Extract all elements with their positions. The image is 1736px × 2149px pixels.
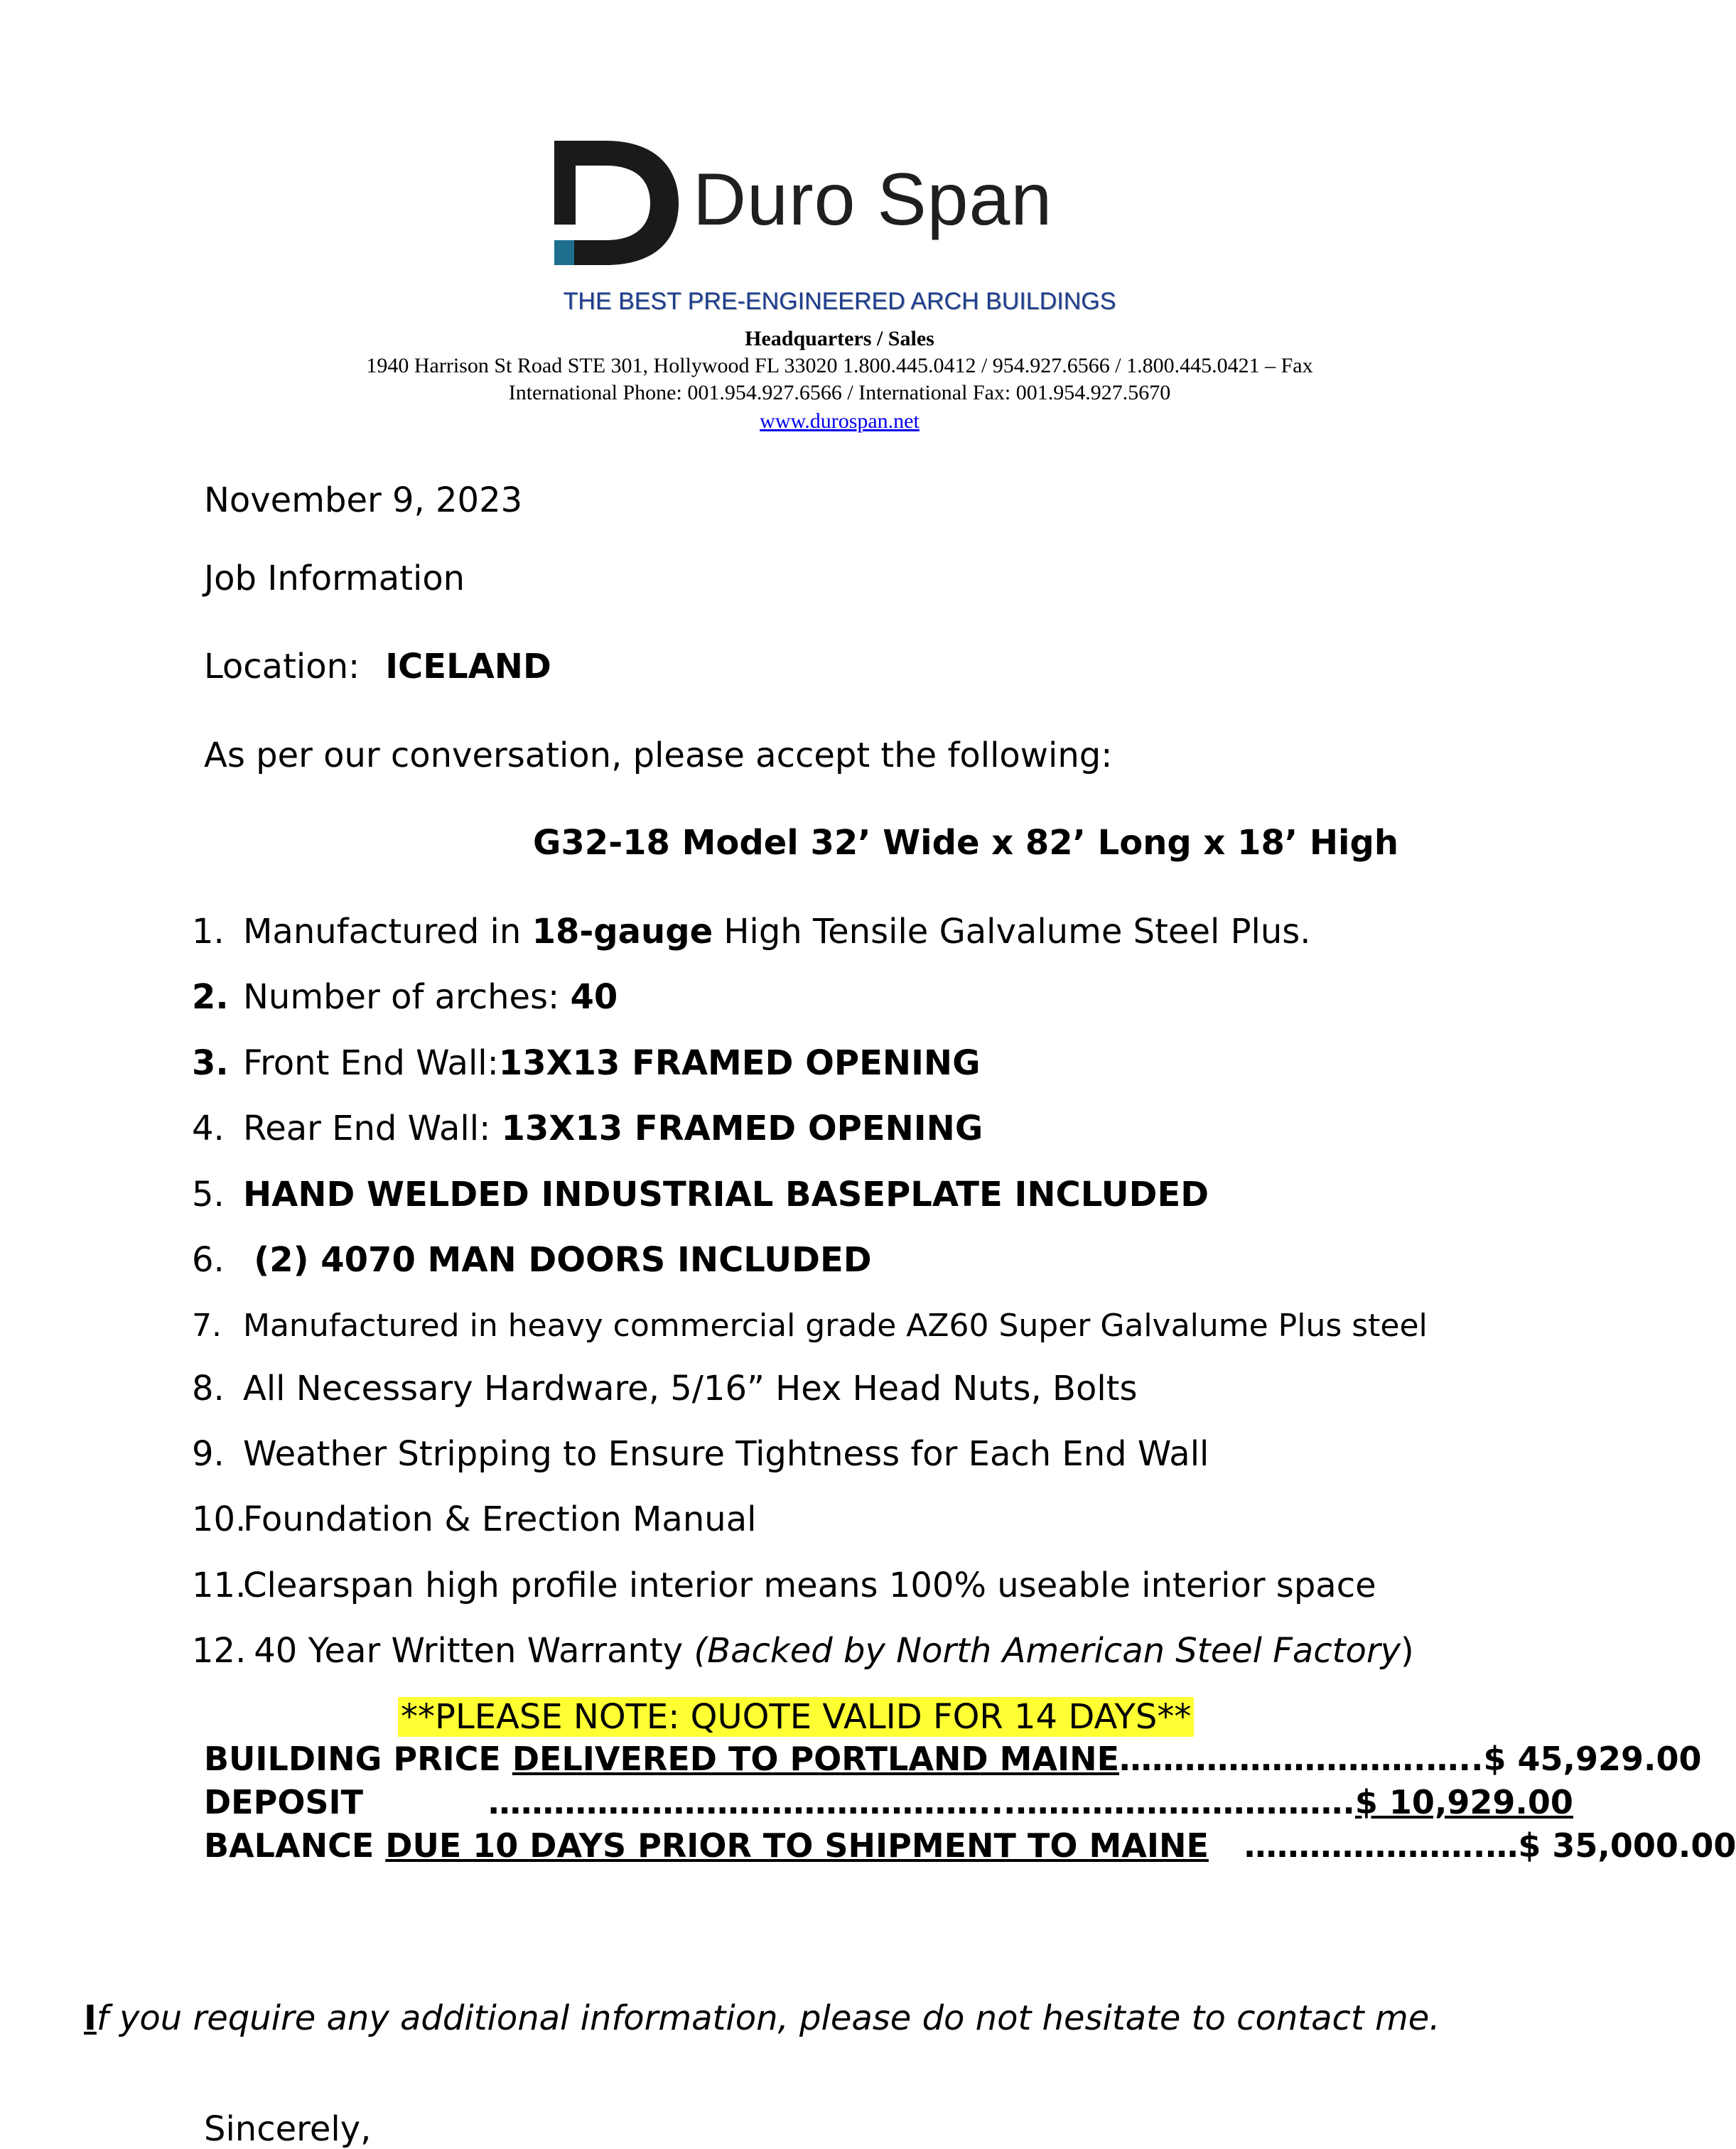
balance-line: BALANCE DUE 10 DAYS PRIOR TO SHIPMENT TO MAINE ………………….…$ 35,000.00 <box>204 1826 1736 1865</box>
building-price-value: $ 45,929.00 <box>1483 1740 1702 1778</box>
logo-d-mark-icon <box>554 141 689 265</box>
list-item: 3. Front End Wall:13X13 FRAMED OPENING <box>192 1043 981 1083</box>
website-link[interactable]: www.durospan.net <box>760 409 920 433</box>
list-item: 4. Rear End Wall: 13X13 FRAMED OPENING <box>192 1109 983 1148</box>
deposit-line: DEPOSIT ………………………………………...………………………….$ 10,929.00 <box>204 1783 1573 1821</box>
deposit-value: $ 10,929.00 <box>1354 1783 1573 1821</box>
model-heading: G32-18 Model 32’ Wide x 82’ Long x 18’ High <box>533 823 1398 863</box>
duro-span-logo <box>554 141 1123 265</box>
headquarters-label: Headquarters / Sales <box>745 327 934 350</box>
list-item: 9. Weather Stripping to Ensure Tightness for Each End Wall <box>192 1434 1209 1474</box>
quote-validity-note: **PLEASE NOTE: QUOTE VALID FOR 14 DAYS** <box>398 1697 1194 1737</box>
brand-name: Duro Span <box>693 158 1053 241</box>
tagline: THE BEST PRE-ENGINEERED ARCH BUILDINGS <box>563 288 1116 315</box>
list-item: 7. Manufactured in heavy commercial grade AZ60 Super Galvalume Plus steel <box>192 1308 1428 1344</box>
list-item: 12. 40 Year Written Warranty (Backed by North American Steel Factory) <box>192 1631 1414 1671</box>
list-item: 8. All Necessary Hardware, 5/16” Hex Head Nuts, Bolts <box>192 1369 1138 1409</box>
building-price-line: BUILDING PRICE DELIVERED TO PORTLAND MAINE……………………….…..$ 45,929.00 <box>204 1740 1702 1778</box>
address-line-2: International Phone: 001.954.927.6566 / International Fax: 001.954.927.5670 <box>508 381 1171 404</box>
list-item: 10.Foundation & Erection Manual <box>192 1499 757 1539</box>
location-line <box>204 647 551 686</box>
balance-value: $ 35,000.00 <box>1518 1826 1736 1865</box>
job-information-heading: Job Information <box>204 559 465 598</box>
closing-line: If you require any additional information, please do not hesitate to contact me. <box>84 1998 1440 2038</box>
list-item: 6. (2) 4070 MAN DOORS INCLUDED <box>192 1240 872 1280</box>
list-item: 1. Manufactured in 18-gauge High Tensile Galvalume Steel Plus. <box>192 912 1311 952</box>
list-item: 11.Clearspan high profile interior means 100% useable interior space <box>192 1566 1376 1605</box>
address-line-1: 1940 Harrison St Road STE 301, Hollywood FL 33020 1.800.445.0412 / 954.927.6566 / 1.800.445.0421 – Fax <box>366 354 1313 377</box>
list-item: 2. Number of arches: 40 <box>192 977 618 1017</box>
intro-text: As per our conversation, please accept the following: <box>204 736 1113 775</box>
list-item: 5. HAND WELDED INDUSTRIAL BASEPLATE INCLUDED <box>192 1175 1209 1214</box>
location-label: Location: <box>204 647 360 686</box>
sincerely: Sincerely, <box>204 2109 372 2149</box>
location-value: ICELAND <box>385 647 551 686</box>
website-line <box>0 409 1679 433</box>
letter-date: November 9, 2023 <box>204 480 523 520</box>
